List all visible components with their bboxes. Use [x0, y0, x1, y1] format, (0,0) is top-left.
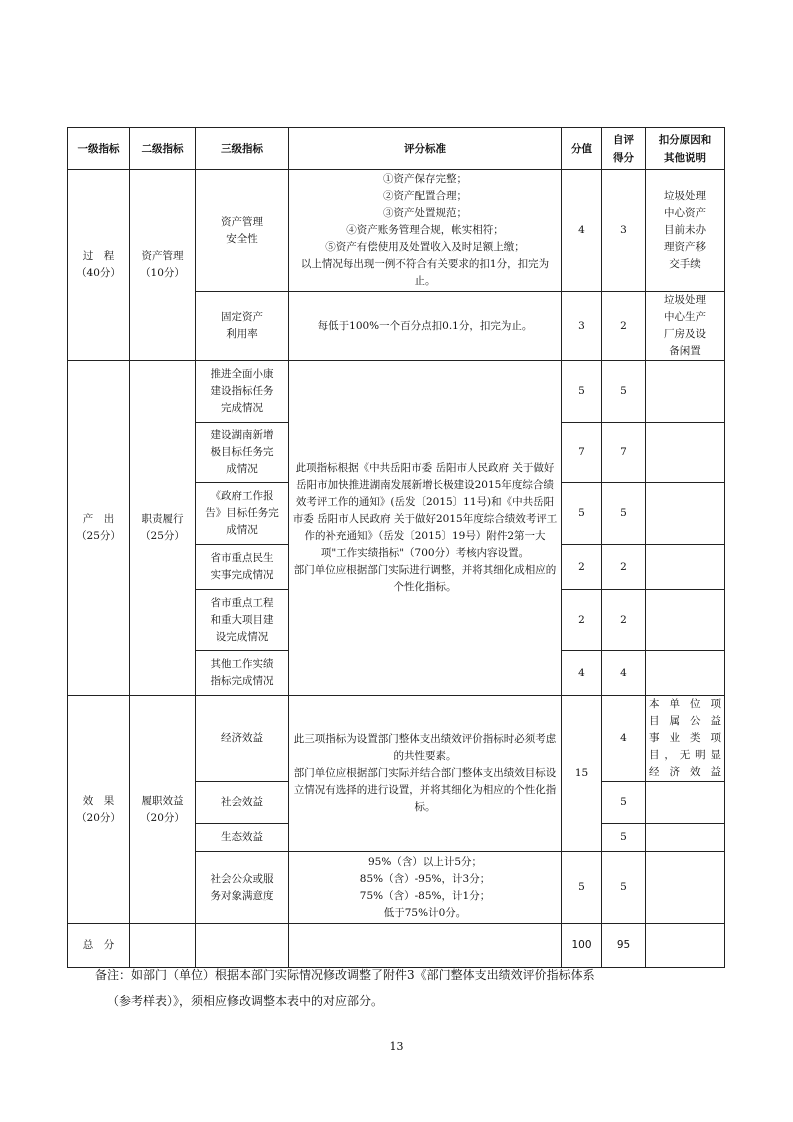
score-cell: 7 [562, 423, 602, 483]
score-cell: 2 [562, 545, 602, 590]
level3-cell: 社会公众或服 务对象满意度 [196, 852, 289, 924]
level3-cell: 固定资产 利用率 [196, 292, 289, 361]
header-remark: 扣分原因和 其他说明 [646, 128, 725, 170]
self-score-cell: 5 [602, 852, 646, 924]
level2-asset-management: 资产管理 （10分） [130, 170, 196, 361]
level3-cell: 建设湖南新增 极目标任务完 成情况 [196, 423, 289, 483]
empty-cell [646, 924, 725, 968]
level1-process: 过 程 （40分） [68, 170, 130, 361]
self-score-cell: 2 [602, 292, 646, 361]
score-cell: 5 [562, 852, 602, 924]
remark-cell [646, 423, 725, 483]
total-label: 总 分 [68, 924, 130, 968]
remark-cell [646, 782, 725, 824]
empty-cell [289, 924, 562, 968]
score-cell: 15 [562, 696, 602, 852]
level1-output: 产 出 （25分） [68, 361, 130, 696]
remark-cell [646, 545, 725, 590]
total-score: 100 [562, 924, 602, 968]
level3-cell: 推进全面小康 建设指标任务 完成情况 [196, 361, 289, 423]
criteria-cell: ①资产保存完整； ②资产配置合理； ③资产处置规范； ④资产账务管理合规，帐实相符； ⑤资产有偿使用及处置收入及时足额上缴； 以上情况每出现一例不符合有关要求的扣1分，扣完为止。 [289, 170, 562, 292]
score-cell: 2 [562, 590, 602, 651]
self-score-cell: 2 [602, 545, 646, 590]
total-row [68, 924, 725, 968]
self-score-cell: 4 [602, 651, 646, 696]
self-score-cell: 5 [602, 483, 646, 545]
self-score-cell: 2 [602, 590, 646, 651]
empty-cell [130, 924, 196, 968]
level2-duty-performance: 职责履行 （25分） [130, 361, 196, 696]
level2-performance-benefit: 履职效益 （20分） [130, 696, 196, 924]
level3-cell: 生态效益 [196, 824, 289, 852]
remark-cell: 本单位项 目属公益 事业类项 目，无明显 经济效益 [646, 696, 725, 782]
level3-cell: 其他工作实绩 指标完成情况 [196, 651, 289, 696]
empty-cell [196, 924, 289, 968]
self-score-cell: 5 [602, 782, 646, 824]
header-level3: 三级指标 [196, 128, 289, 170]
page-number: 13 [389, 1040, 404, 1053]
remark-cell [646, 483, 725, 545]
table-row [68, 170, 725, 292]
level3-cell: 省市重点民生 实事完成情况 [196, 545, 289, 590]
criteria-cell: 此项指标根据《中共岳阳市委 岳阳市人民政府 关于做好岳阳市加快推进湖南发展新增长极建设2015年度综合绩效考评工作的通知》(岳发〔2015〕11号)和《中共岳阳市委 岳阳市人民政府 关于做好2015年度综合绩效考评工作的补充通知》（岳发〔2015〕19号）附件2第一大项"工作实绩指标"（700分）考核内容设置。 部门单位应根据部门实际进行调整，并将其细化成相应的个性化指标。 [289, 361, 562, 696]
level1-effect: 效 果 （20分） [68, 696, 130, 924]
score-cell: 4 [562, 170, 602, 292]
score-cell: 3 [562, 292, 602, 361]
level3-cell: 省市重点工程 和重大项目建 设完成情况 [196, 590, 289, 651]
level3-cell: 资产管理 安全性 [196, 170, 289, 292]
header-level2: 二级指标 [130, 128, 196, 170]
level3-cell: 《政府工作报 告》目标任务完 成情况 [196, 483, 289, 545]
criteria-cell: 此三项指标为设置部门整体支出绩效评价指标时必须考虑的共性要素。 部门单位应根据部门实际并结合部门整体支出绩效目标设立情况有选择的进行设置，并将其细化为相应的个性化指标。 [289, 696, 562, 852]
total-self-score: 95 [602, 924, 646, 968]
header-level1: 一级指标 [68, 128, 130, 170]
remark-cell [646, 590, 725, 651]
header-row [68, 128, 725, 170]
self-score-cell: 5 [602, 824, 646, 852]
table-row [68, 361, 725, 423]
remark-cell: 垃圾处理 中心资产 目前未办 理资产移 交手续 [646, 170, 725, 292]
level3-cell: 社会效益 [196, 782, 289, 824]
footnote-line-1: 备注：如部门（单位）根据本部门实际情况修改调整了附件3《部门整体支出绩效评价指标体系 [95, 968, 595, 982]
footnote-line-2: （参考样表）》，须相应修改调整本表中的对应部分。 [107, 994, 384, 1008]
evaluation-table [67, 127, 725, 968]
table-row [68, 696, 725, 782]
score-cell: 5 [562, 483, 602, 545]
criteria-cell: 每低于100%一个百分点扣0.1分，扣完为止。 [289, 292, 562, 361]
remark-cell [646, 361, 725, 423]
score-cell: 5 [562, 361, 602, 423]
score-cell: 4 [562, 651, 602, 696]
remark-cell [646, 852, 725, 924]
self-score-cell: 4 [602, 696, 646, 782]
header-self-score: 自评 得分 [602, 128, 646, 170]
self-score-cell: 3 [602, 170, 646, 292]
remark-cell [646, 651, 725, 696]
header-score: 分值 [562, 128, 602, 170]
level3-cell: 经济效益 [196, 696, 289, 782]
self-score-cell: 7 [602, 423, 646, 483]
header-criteria: 评分标准 [289, 128, 562, 170]
criteria-cell: 95%（含）以上计5分； 85%（含）-95%，计3分； 75%（含）-85%，计1分； 低于75%计0分。 [289, 852, 562, 924]
remark-cell [646, 824, 725, 852]
self-score-cell: 5 [602, 361, 646, 423]
remark-cell: 垃圾处理 中心生产 厂房及设 备闲置 [646, 292, 725, 361]
